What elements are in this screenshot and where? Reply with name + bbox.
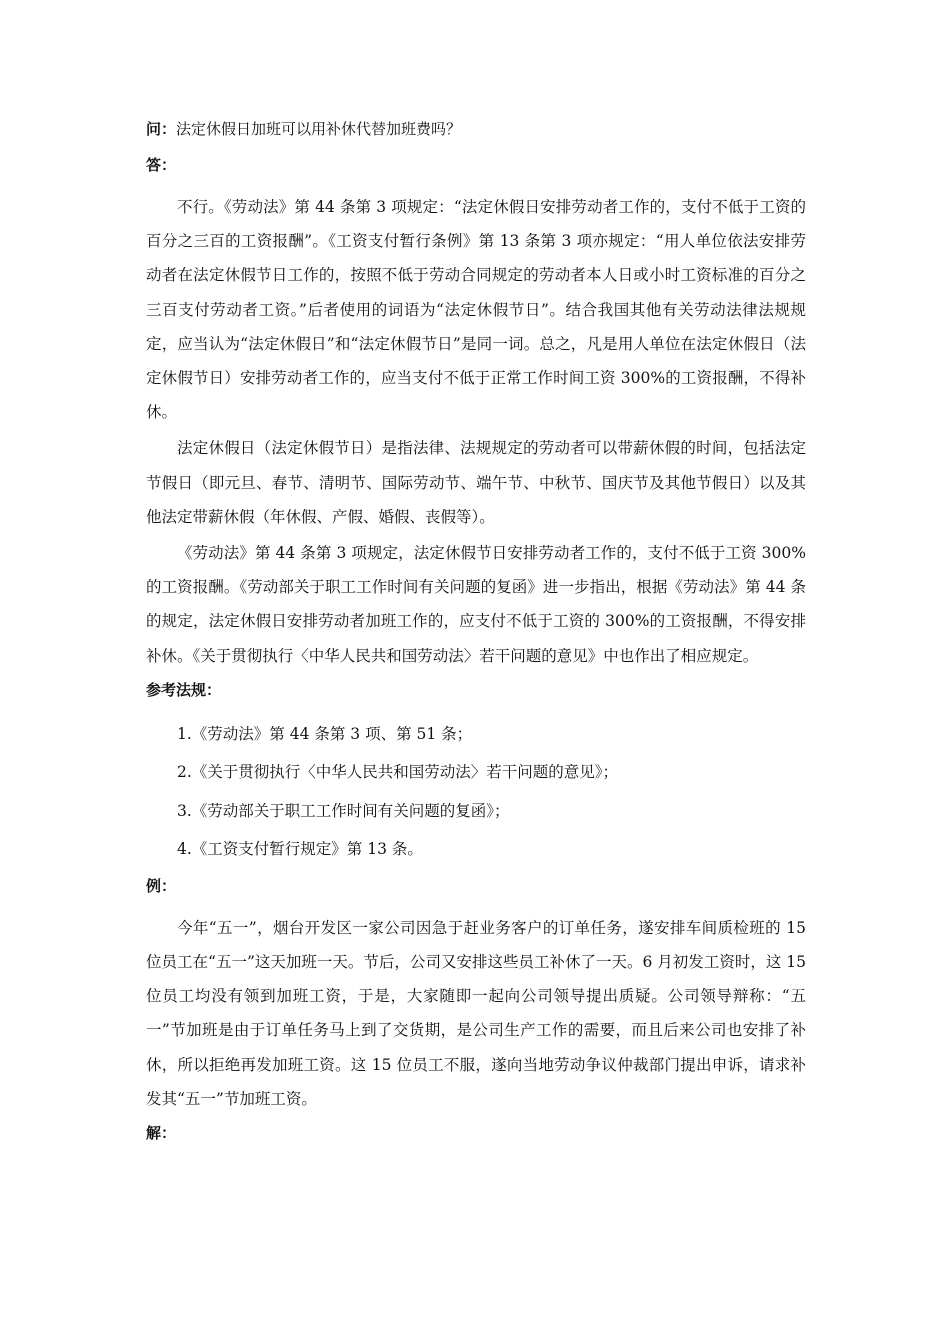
- references-label: 参考法规：: [146, 680, 222, 699]
- reference-item: 4.《工资支付暂行规定》第 13 条。: [177, 840, 423, 859]
- reference-item: 1.《劳动法》第 44 条第 3 项、第 51 条；: [177, 724, 473, 743]
- document-content: [146, 118, 806, 1158]
- answer-paragraph-1: 不行。《劳动法》第 44 条第 3 项规定：“法定休假日安排劳动者工作的，支付不低于工资的百分之三百的工资报酬”。《工资支付暂行条例》第 13 条第 3 项亦规定：“用人单位依法安排劳动者在法定休假节日工作的，按照不低于劳动合同规定的劳动者本人日或小时工资标准的百分之三百支付劳动者工资。”后者使用的词语为“法定休假节日”。结合我国其他有关劳动法律法规规定，应当认为“法定休假日”和“法定休假节日”是同一词。总之，凡是用人单位在法定休假日（法定休假节日）安排劳动者工作的，应当支付不低于正常工作时间工资 300%的工资报酬，不得补休。: [146, 198, 806, 422]
- example-label: 例：: [146, 876, 177, 895]
- example-paragraph: 今年“五一”，烟台开发区一家公司因急于赶业务客户的订单任务，遂安排车间质检班的 15 位员工在“五一”这天加班一天。节后，公司又安排这些员工补休了一天。6 月初发工资时，这 15 位员工均没有领到加班工资，于是，大家随即一起向公司领导提出质疑。公司领导辩称：“五一”节加班是由于订单任务马上到了交货期，是公司生产工作的需要，而且后来公司也安排了补休，所以拒绝再发加班工资。这 15 位员工不服，遂向当地劳动争议仲裁部门提出申诉，请求补发其“五一”节加班工资。: [146, 918, 806, 1108]
- answer-label: 答：: [146, 156, 177, 174]
- references-list: [146, 715, 806, 869]
- question-line: [146, 118, 806, 140]
- solution-label: 解：: [146, 1124, 177, 1143]
- answer-paragraph-3: 《劳动法》第 44 条第 3 项规定，法定休假节日安排劳动者工作的，支付不低于工资 300%的工资报酬。《劳动部关于职工工作时间有关问题的复函》进一步指出，根据《劳动法》第 44 条的规定，法定休假日安排劳动者加班工作的，应支付不低于工资的 300%的工资报酬，不得安排补休。《关于贯彻执行〈中华人民共和国劳动法〉若干问题的意见》中也作出了相应规定。: [146, 544, 806, 665]
- question-label: 问：: [146, 120, 177, 138]
- answer-paragraph-2: 法定休假日（法定休假节日）是指法律、法规规定的劳动者可以带薪休假的时间，包括法定节假日（即元旦、春节、清明节、国际劳动节、端午节、中秋节、国庆节及其他节假日）以及其他法定带薪休假（年休假、产假、婚假、丧假等）。: [146, 439, 806, 526]
- reference-item: 2.《关于贯彻执行〈中华人民共和国劳动法〉若干问题的意见》；: [177, 763, 619, 782]
- question-text: 法定休假日加班可以用补休代替加班费吗？: [176, 120, 462, 138]
- reference-item: 3.《劳动部关于职工工作时间有关问题的复函》；: [177, 801, 510, 820]
